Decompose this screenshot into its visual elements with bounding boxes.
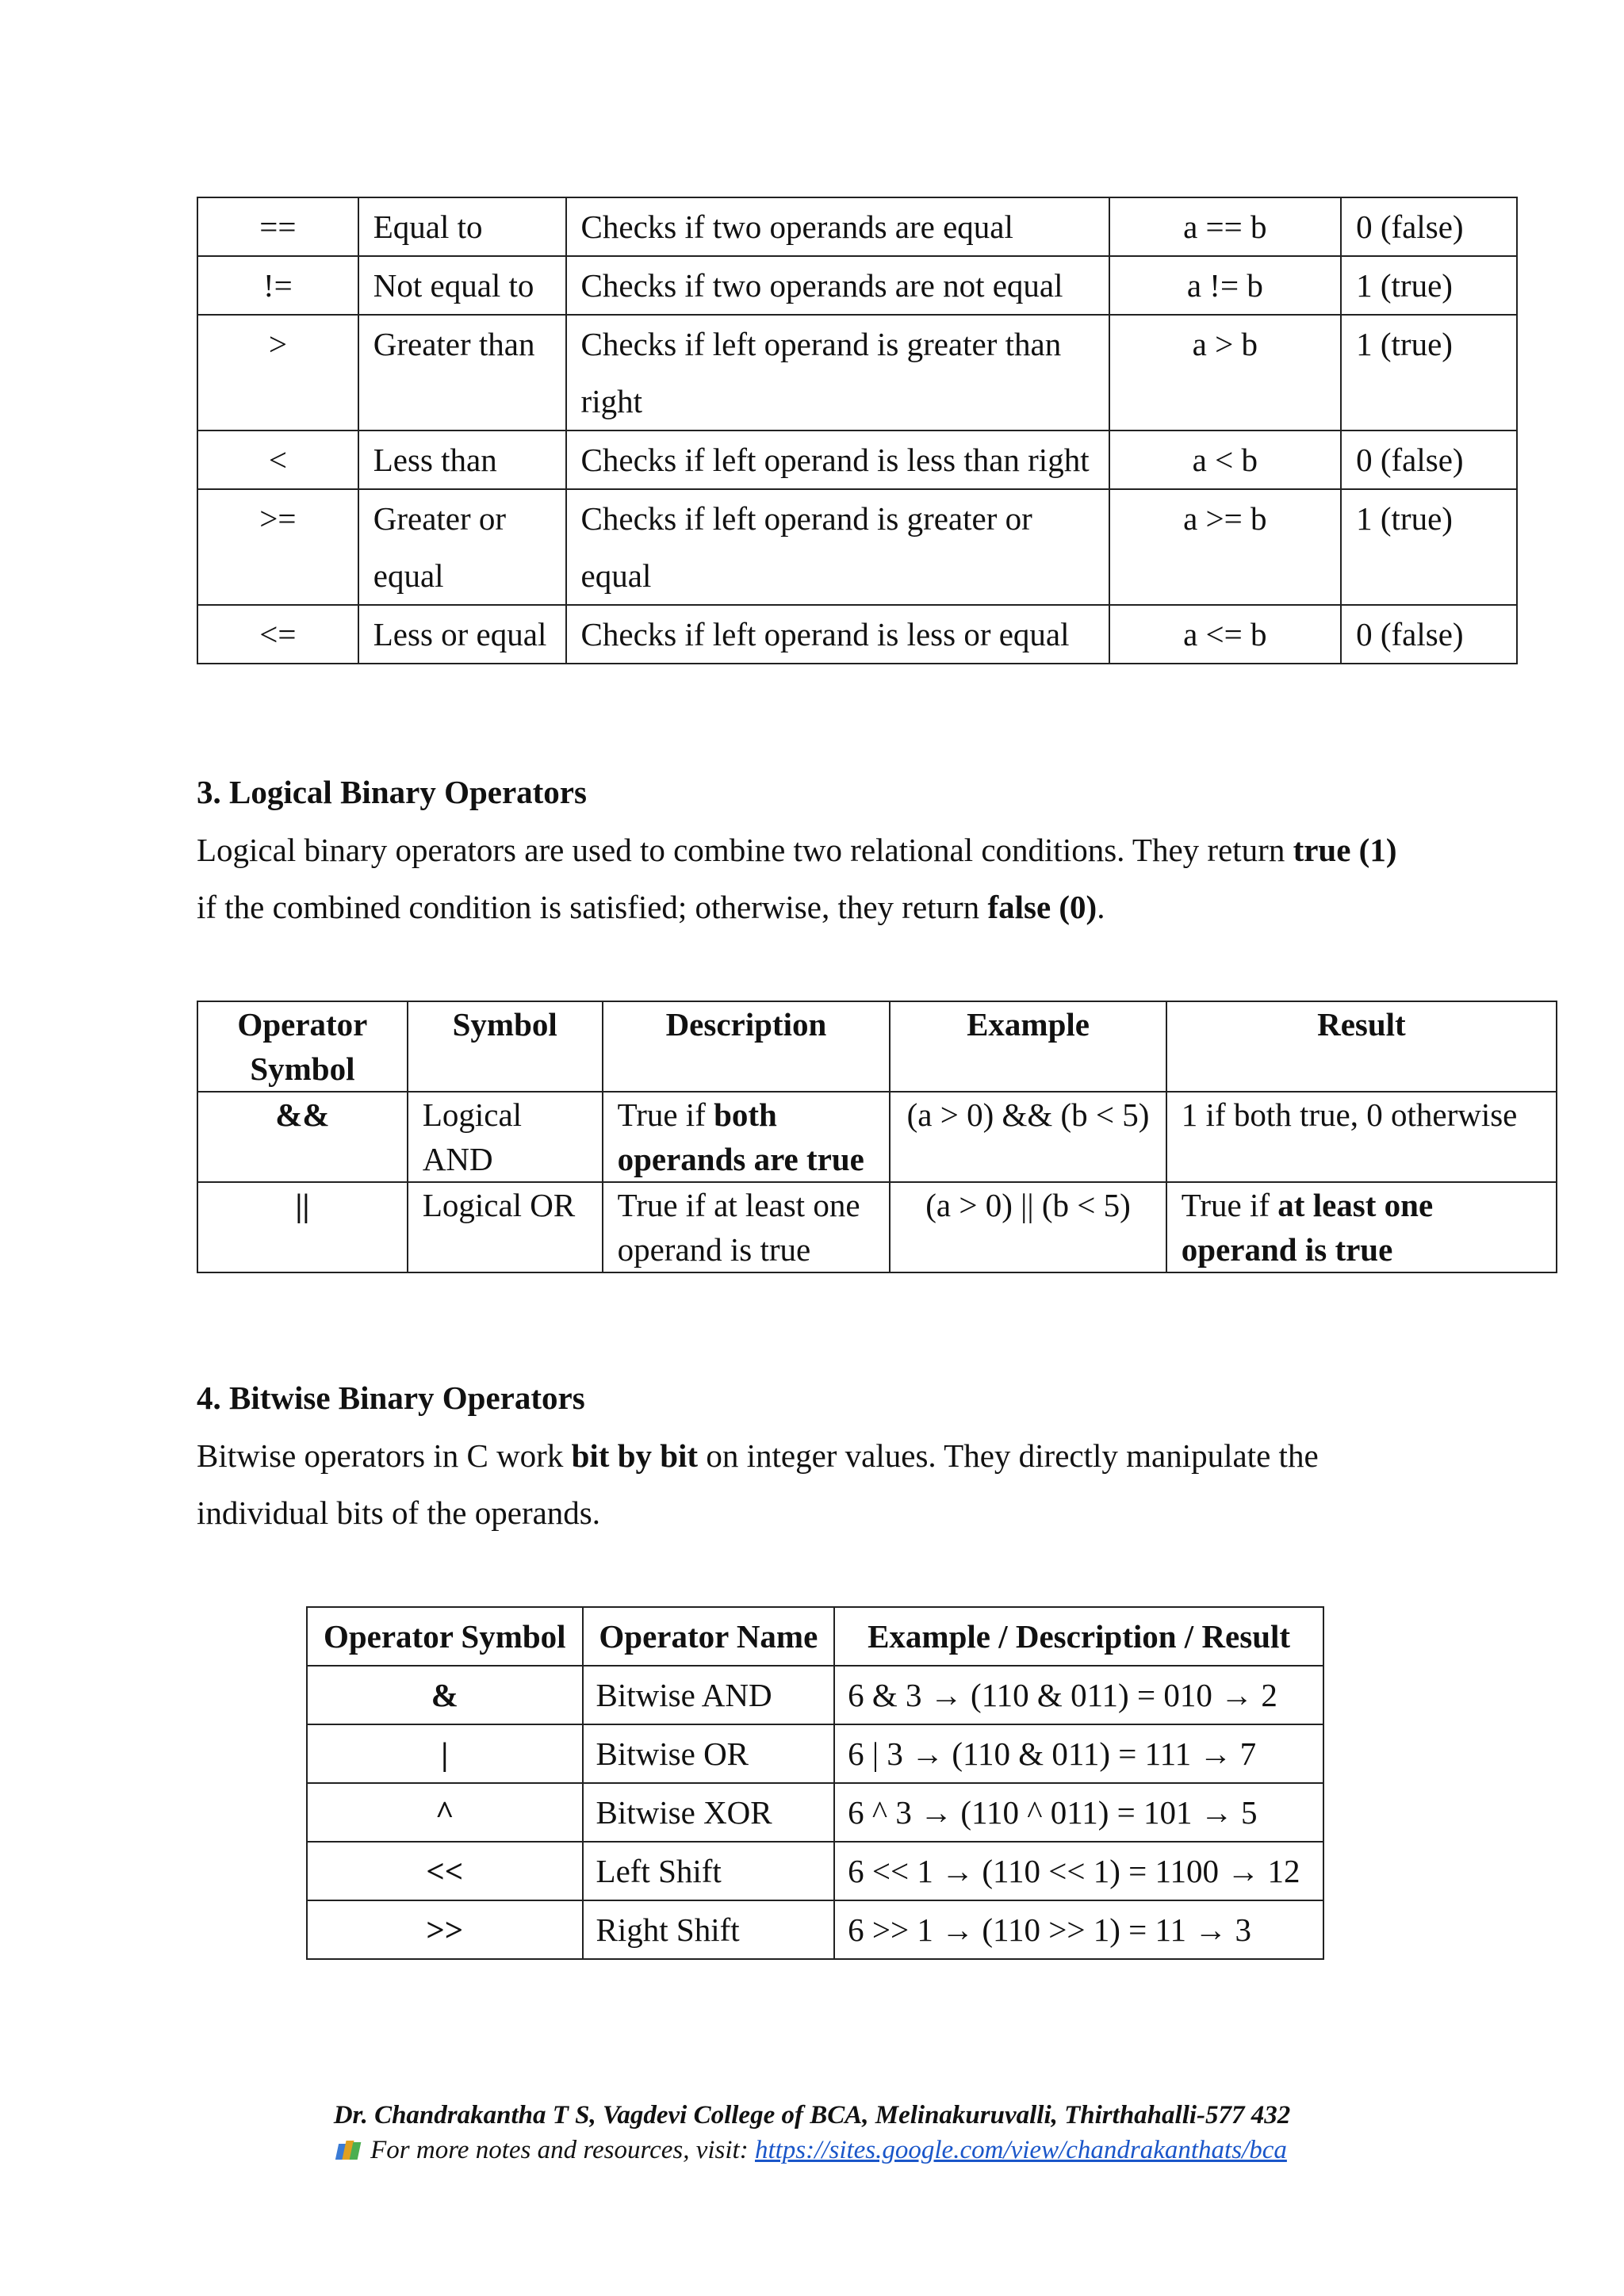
name-line: Logical <box>422 1096 523 1133</box>
description-line: operand is true <box>617 1231 811 1268</box>
section-paragraph <box>197 1427 1529 1541</box>
operator-name: Equal to <box>358 197 566 256</box>
operator-symbol: == <box>197 197 358 256</box>
operator-symbol: > <box>197 315 358 430</box>
table-row <box>307 1900 1323 1959</box>
result-bold: operand is true <box>1181 1231 1393 1268</box>
operator-symbol: << <box>307 1842 583 1900</box>
operator-symbol: | <box>307 1724 583 1783</box>
table-header-row <box>197 1001 1557 1092</box>
table-row <box>307 1666 1323 1724</box>
paragraph-bold: false (0) <box>987 889 1097 925</box>
description-text: True if <box>617 1096 714 1133</box>
operator-result: 1 (true) <box>1341 489 1517 605</box>
header-line: Operator <box>237 1006 368 1043</box>
operator-example: a >= b <box>1109 489 1342 605</box>
footer-author: Dr. Chandrakantha T S, Vagdevi College of BCA, Melinakuruvalli, Thirthahalli-577 432 <box>333 2101 1291 2130</box>
section-paragraph <box>197 821 1529 936</box>
operator-example: 6 ^ 3 → (110 ^ 011) = 101 → 5 <box>834 1783 1323 1842</box>
operator-name: Less or equal <box>358 605 566 664</box>
footer-resources <box>0 2136 1624 2165</box>
operator-description: Checks if left operand is less than right <box>566 430 1109 489</box>
operator-result <box>1166 1182 1557 1272</box>
operator-example: 6 << 1 → (110 << 1) = 1100 → 12 <box>834 1842 1323 1900</box>
operator-description: Checks if two operands are not equal <box>566 256 1109 315</box>
operator-result: 0 (false) <box>1341 605 1517 664</box>
operator-example: 6 >> 1 → (110 >> 1) = 11 → 3 <box>834 1900 1323 1959</box>
paragraph-text: . <box>1097 889 1105 925</box>
operator-example: (a > 0) && (b < 5) <box>890 1092 1166 1182</box>
name-line: equal <box>373 557 444 594</box>
logical-operators-table <box>197 1001 1557 1273</box>
operator-symbol: ^ <box>307 1783 583 1842</box>
description-bold: both <box>714 1096 777 1133</box>
operator-symbol: <= <box>197 605 358 664</box>
operator-example: a <= b <box>1109 605 1342 664</box>
paragraph-text: Logical binary operators are used to combine two relational conditions. They return <box>197 832 1293 868</box>
table-row <box>197 489 1517 605</box>
table-row <box>197 605 1517 664</box>
books-icon <box>337 2139 362 2160</box>
column-header: Operator Name <box>583 1607 835 1666</box>
operator-result: 1 (true) <box>1341 256 1517 315</box>
name-line: Greater or <box>373 500 507 537</box>
table-row <box>197 1182 1557 1272</box>
table-row <box>197 1092 1557 1182</box>
column-header: Result <box>1166 1001 1557 1092</box>
operator-name: Left Shift <box>583 1842 835 1900</box>
result-bold: at least one <box>1277 1187 1434 1223</box>
description-bold: operands are true <box>617 1141 864 1177</box>
paragraph-text: if the combined condition is satisfied; otherwise, they return <box>197 889 988 925</box>
operator-example: a < b <box>1109 430 1342 489</box>
operator-example: a == b <box>1109 197 1342 256</box>
operator-result: 1 (true) <box>1341 315 1517 430</box>
operator-symbol: & <box>307 1666 583 1724</box>
operator-name: Greater than <box>358 315 566 430</box>
operator-example: (a > 0) || (b < 5) <box>890 1182 1166 1272</box>
operator-description <box>566 489 1109 605</box>
operator-name: Bitwise XOR <box>583 1783 835 1842</box>
column-header: Example <box>890 1001 1166 1092</box>
operator-name <box>408 1092 603 1182</box>
operator-result: 1 if both true, 0 otherwise <box>1166 1092 1557 1182</box>
paragraph-bold: true (1) <box>1293 832 1397 868</box>
operator-description: Checks if left operand is less or equal <box>566 605 1109 664</box>
description-line: right <box>580 383 642 419</box>
operator-description: Checks if two operands are equal <box>566 197 1109 256</box>
description-line: Checks if left operand is greater than <box>580 326 1062 362</box>
column-header: Operator Symbol <box>307 1607 583 1666</box>
table-row <box>197 315 1517 430</box>
table-row <box>197 197 1517 256</box>
resources-link[interactable]: https://sites.google.com/view/chandrakanthats/bca <box>754 2136 1287 2164</box>
section-heading: 3. Logical Binary Operators <box>197 774 587 810</box>
operator-name: Right Shift <box>583 1900 835 1959</box>
operator-example: 6 | 3 → (110 & 011) = 111 → 7 <box>834 1724 1323 1783</box>
paragraph-bold: bit by bit <box>571 1437 699 1474</box>
operator-example: a > b <box>1109 315 1342 430</box>
section-heading: 4. Bitwise Binary Operators <box>197 1380 585 1416</box>
operator-symbol: && <box>197 1092 408 1182</box>
column-header: Example / Description / Result <box>834 1607 1323 1666</box>
operator-name: Not equal to <box>358 256 566 315</box>
operator-example: 6 & 3 → (110 & 011) = 010 → 2 <box>834 1666 1323 1724</box>
result-text: True if <box>1181 1187 1278 1223</box>
operator-symbol: >> <box>307 1900 583 1959</box>
paragraph-text: on integer values. They directly manipulate the <box>698 1437 1319 1474</box>
table-row <box>307 1783 1323 1842</box>
column-header: Symbol <box>408 1001 603 1092</box>
header-line: Symbol <box>250 1050 355 1087</box>
operator-result: 0 (false) <box>1341 197 1517 256</box>
paragraph-text: individual bits of the operands. <box>197 1494 600 1531</box>
operator-description <box>603 1182 891 1272</box>
table-row <box>307 1724 1323 1783</box>
operator-symbol: < <box>197 430 358 489</box>
table-row <box>197 430 1517 489</box>
operator-name <box>358 489 566 605</box>
operator-result: 0 (false) <box>1341 430 1517 489</box>
bitwise-operators-table <box>306 1606 1324 1960</box>
column-header: Description <box>603 1001 891 1092</box>
operator-name: Less than <box>358 430 566 489</box>
operator-name: Bitwise AND <box>583 1666 835 1724</box>
operator-description <box>603 1092 891 1182</box>
name-line: AND <box>422 1141 493 1177</box>
operator-example: a != b <box>1109 256 1342 315</box>
operator-symbol: || <box>197 1182 408 1272</box>
paragraph-text: Bitwise operators in C work <box>197 1437 572 1474</box>
relational-operators-table <box>197 197 1518 664</box>
description-line: equal <box>580 557 652 594</box>
operator-symbol: >= <box>197 489 358 605</box>
operator-name: Bitwise OR <box>583 1724 835 1783</box>
description-line: True if at least one <box>617 1187 860 1223</box>
footer-prefix: For more notes and resources, visit: <box>370 2136 755 2164</box>
table-header-row <box>307 1607 1323 1666</box>
operator-description <box>566 315 1109 430</box>
operator-name: Logical OR <box>408 1182 603 1272</box>
column-header <box>197 1001 408 1092</box>
table-row <box>197 256 1517 315</box>
table-row <box>307 1842 1323 1900</box>
operator-symbol: != <box>197 256 358 315</box>
description-line: Checks if left operand is greater or <box>580 500 1032 537</box>
